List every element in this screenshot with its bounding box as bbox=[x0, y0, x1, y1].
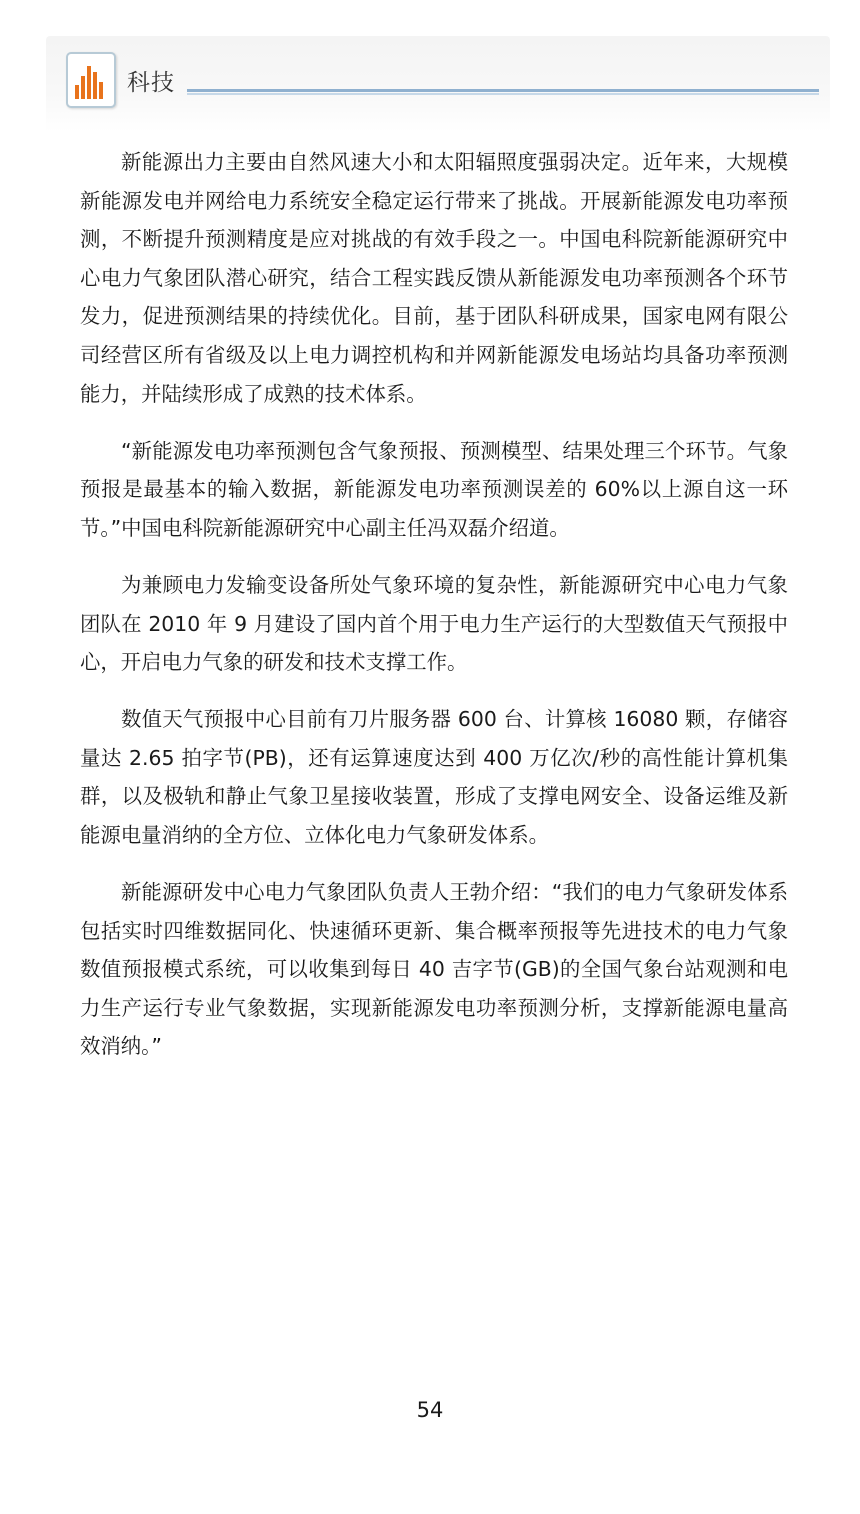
bar-chart-icon bbox=[73, 60, 109, 100]
article-paragraph: “新能源发电功率预测包含气象预报、预测模型、结果处理三个环节。气象预报是最基本的输入数据，新能源发电功率预测误差的 60%以上源自这一环节。”中国电科院新能源研究中心副主任冯双磊介绍道。 bbox=[80, 438, 788, 540]
page-header bbox=[46, 36, 830, 132]
section-logo bbox=[66, 52, 116, 108]
logo-bar bbox=[81, 76, 85, 99]
page-number: 54 bbox=[416, 1398, 444, 1422]
header-divider bbox=[187, 89, 819, 92]
article-body bbox=[80, 143, 788, 1085]
article-paragraph: 数值天气预报中心目前有刀片服务器 600 台、计算核 16080 颗，存储容量达 2.65 拍字节(PB)，还有运算速度达到 400 万亿次/秒的高性能计算机集群，以及极轨和静止气象卫星接收装置，形成了支撑电网安全、设备运维及新能源电量消纳的全方位、立体化电力气象研发体系。 bbox=[80, 707, 788, 847]
article-paragraph: 为兼顾电力发输变设备所处气象环境的复杂性，新能源研究中心电力气象团队在 2010 年 9 月建设了国内首个用于电力生产运行的大型数值天气预报中心，开启电力气象的研发和技术支撑工作。 bbox=[80, 572, 788, 675]
logo-bar bbox=[99, 82, 103, 99]
article-paragraph: 新能源研发中心电力气象团队负责人王勃介绍：“我们的电力气象研发体系包括实时四维数据同化、快速循环更新、集合概率预报等先进技术的电力气象数值预报模式系统，可以收集到每日 40 吉字节(GB)的全国气象台站观测和电力生产运行专业气象数据，实现新能源发电功率预测分析，支撑新能源电量高效消纳。” bbox=[80, 880, 788, 1059]
section-title: 科技 bbox=[127, 70, 175, 96]
article-paragraph: 新能源出力主要由自然风速大小和太阳辐照度强弱决定。近年来，大规模新能源发电并网给电力系统安全稳定运行带来了挑战。开展新能源发电功率预测，不断提升预测精度是应对挑战的有效手段之一。中国电科院新能源研究中心电力气象团队潜心研究，结合工程实践反馈从新能源发电功率预测各个环节发力，促进预测结果的持续优化。目前，基于团队科研成果，国家电网有限公司经营区所有省级及以上电力调控机构和并网新能源发电场站均具备功率预测能力，并陆续形成了成熟的技术体系。 bbox=[80, 150, 788, 406]
logo-bar bbox=[93, 72, 97, 99]
logo-bar bbox=[87, 66, 91, 99]
logo-bar bbox=[75, 85, 79, 99]
header-divider-shadow bbox=[187, 93, 819, 95]
